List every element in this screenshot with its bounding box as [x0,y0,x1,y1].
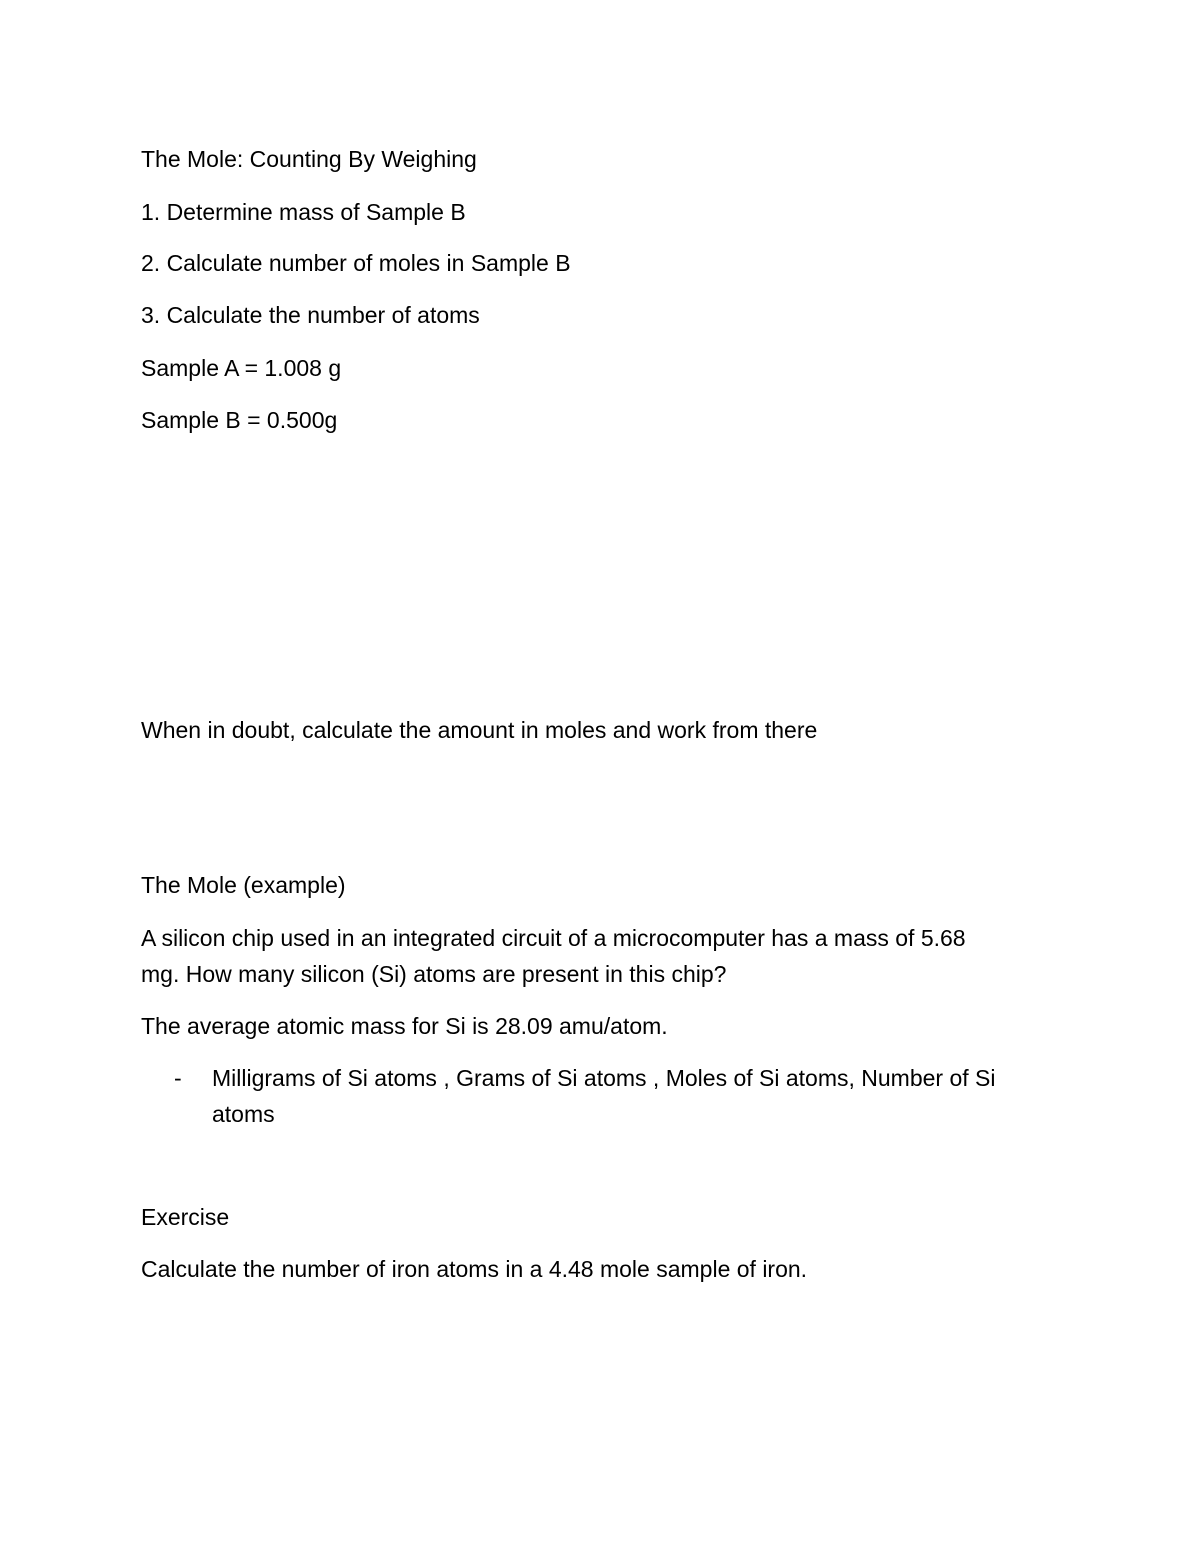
bullet-text-line-1: Milligrams of Si atoms , Grams of Si atoms , Moles of Si atoms, Number of Si [212,1065,996,1091]
exercise-text: Calculate the number of iron atoms in a 4.48 mole sample of iron. [141,1256,808,1282]
example-question-line-2: mg. How many silicon (Si) atoms are present in this chip? [141,961,727,987]
step-3: 3. Calculate the number of atoms [141,302,480,328]
example-question-line-1: A silicon chip used in an integrated circuit of a microcomputer has a mass of 5.68 [141,925,966,951]
exercise-title: Exercise [141,1204,230,1230]
example-title: The Mole (example) [141,872,346,898]
bullet-dash: - [174,1065,182,1091]
section-title: The Mole: Counting By Weighing [141,146,477,172]
sample-b-mass: Sample B = 0.500g [141,407,338,433]
tip-text: When in doubt, calculate the amount in moles and work from there [141,717,818,743]
sample-a-mass: Sample A = 1.008 g [141,355,342,381]
step-2: 2. Calculate number of moles in Sample B [141,250,571,276]
example-given: The average atomic mass for Si is 28.09 amu/atom. [141,1013,668,1039]
bullet-text-line-2: atoms [212,1101,275,1127]
bullet-text [212,1060,1072,1132]
step-1: 1. Determine mass of Sample B [141,199,466,225]
